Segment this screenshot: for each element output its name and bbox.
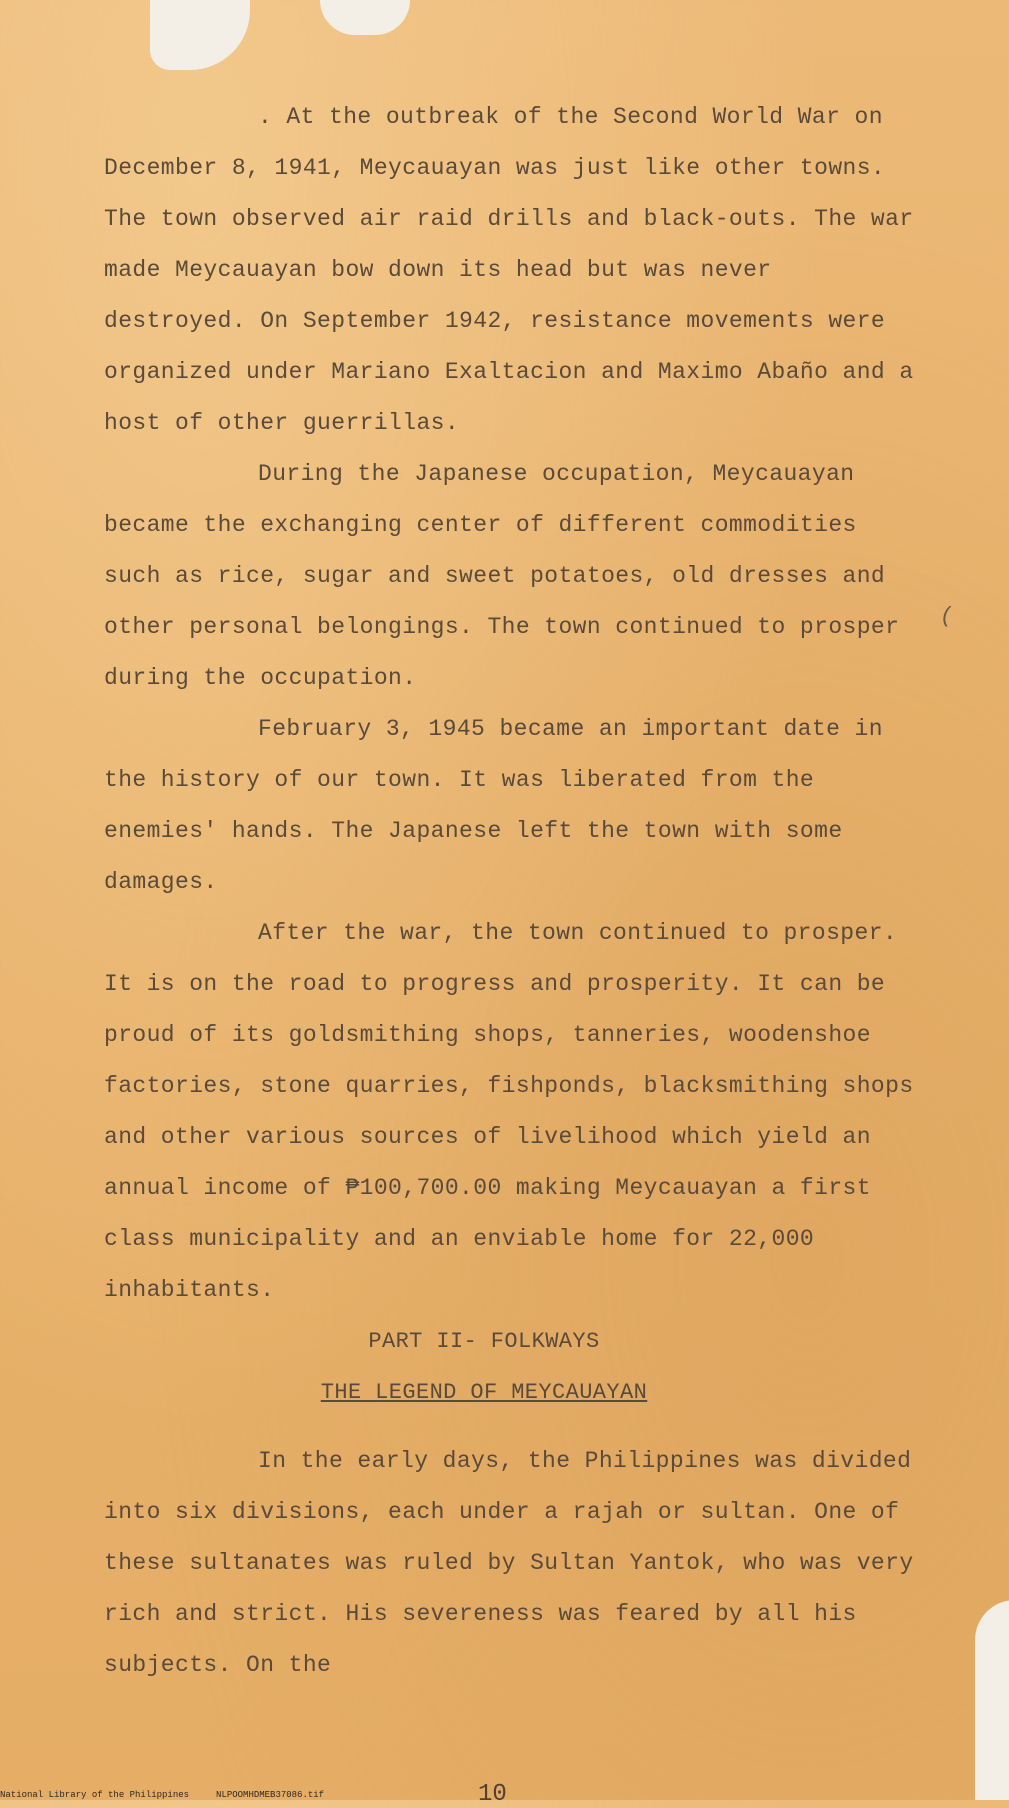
- paragraph-japanese-occupation: During the Japanese occupation, Meycauayan became the exchanging center of different commodities such as rice, sugar and sweet potatoes, old dresses and other personal belongings. The town continued to prosper during the occupation.: [104, 461, 900, 691]
- scan-footer: [0, 1790, 324, 1800]
- paragraph-legend: In the early days, the Philippines was divided into six divisions, each under a rajah or sultan. One of these sultanates was ruled by Sultan Yantok, who was very rich and strict. His severeness was feared by all his subjects. On the: [104, 1448, 914, 1678]
- margin-mark: (: [940, 604, 954, 629]
- paragraph-after-war: After the war, the town continued to prosper. It is on the road to progress and prosperity. It can be proud of its goldsmithing shops, tanneries, woodenshoe factories, stone quarries, fishponds, blacksmithing shops and other various sources of livelihood which yield an annual income of ₱100,700.00 making Meycauayan a first class municipality and an enviable home for 22,000 inhabitants.: [104, 920, 914, 1303]
- torn-edge-top: [320, 0, 410, 35]
- spacer: [104, 1418, 924, 1436]
- torn-corner-top: [150, 0, 250, 70]
- page-number: 10: [478, 1781, 507, 1808]
- footer-library: National Library of the Philippines: [0, 1790, 190, 1800]
- document-body: [104, 92, 924, 1691]
- paragraph-ww2-outbreak: . At the outbreak of the Second World War on December 8, 1941, Meycauayan was just like other towns. The town observed air raid drills and black-outs. The war made Meycauayan bow down its head but was never destroyed. On September 1942, resistance movements were organized under Mariano Exaltacion and Maximo Abaño and a host of other guerrillas.: [104, 104, 914, 436]
- footer-file: NLPOOMHDMEB37086.tif: [216, 1790, 325, 1800]
- part-heading: PART II- FOLKWAYS: [368, 1329, 600, 1354]
- paragraph-liberation: February 3, 1945 became an important date in the history of our town. It was liberated from the enemies' hands. The Japanese left the town with some damages.: [104, 716, 883, 895]
- legend-heading-text: THE LEGEND OF MEYCAUAYAN: [320, 1380, 648, 1405]
- legend-heading: [44, 1367, 924, 1418]
- torn-edge-right: [975, 1600, 1009, 1800]
